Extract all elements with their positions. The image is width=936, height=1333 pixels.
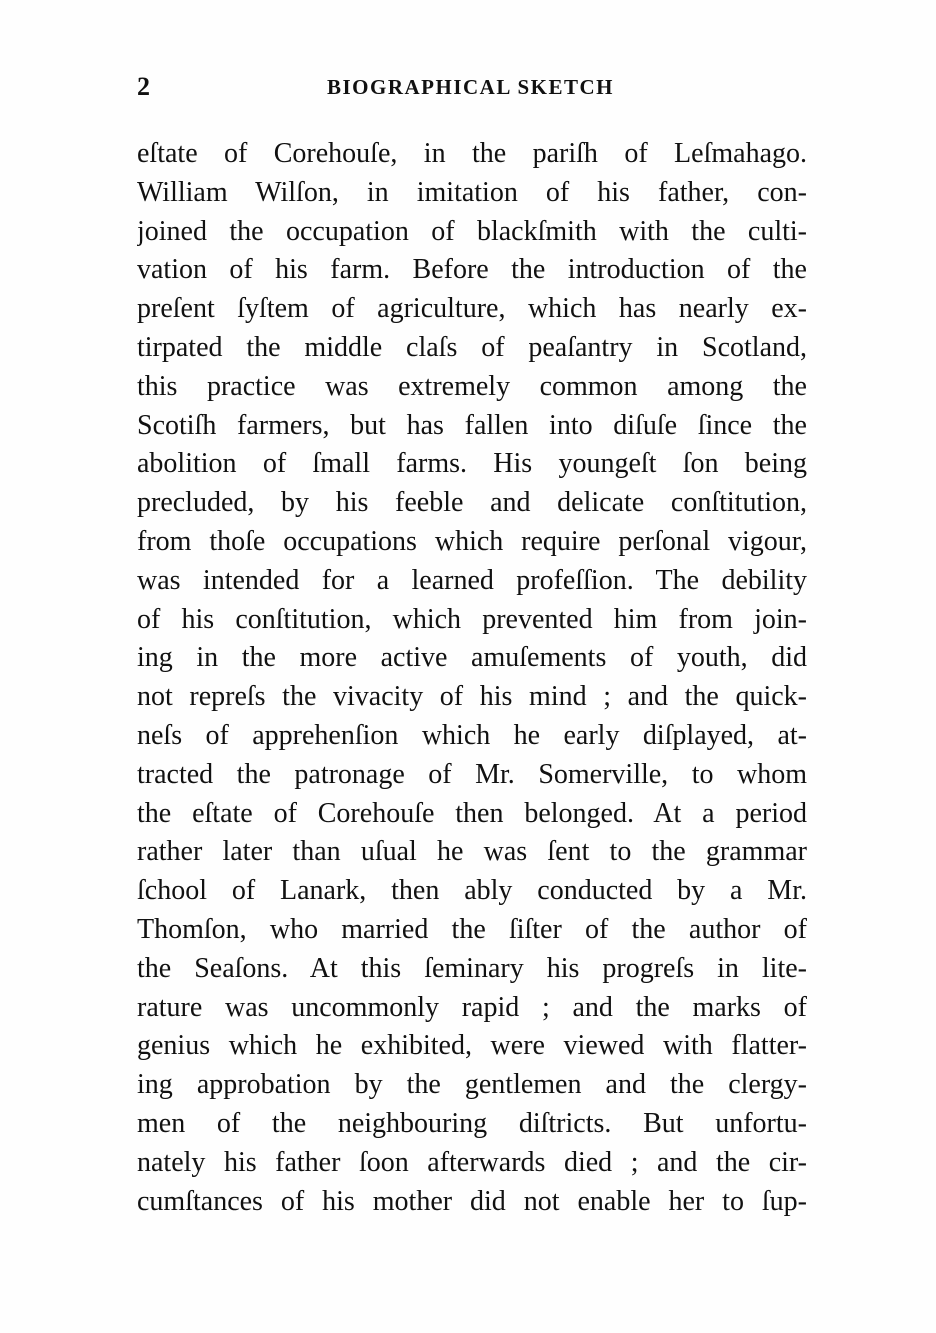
- text-line: tirpated the middle claſs of peaſantry in Scotland,: [137, 331, 807, 363]
- text-line: vation of his farm. Before the introduction of the: [137, 254, 807, 286]
- text-line: ing approbation by the gentlemen and the clergy-: [137, 1069, 807, 1101]
- body-text: [137, 135, 807, 1221]
- text-line: cumſtances of his mother did not enable her to ſup-: [137, 1185, 807, 1217]
- text-line: William Wilſon, in imitation of his father, con-: [137, 176, 807, 208]
- text-line: was intended for a learned profeſſion. The debility: [137, 564, 807, 596]
- text-line: genius which he exhibited, were viewed with flatter-: [137, 1030, 807, 1062]
- text-line: the Seaſons. At this ſeminary his progreſs in lite-: [137, 952, 807, 984]
- text-line: not repreſs the vivacity of his mind ; and the quick-: [137, 681, 807, 713]
- text-line: Scotiſh farmers, but has fallen into diſuſe ſince the: [137, 409, 807, 441]
- text-line: men of the neighbouring diſtricts. But unfortu-: [137, 1107, 807, 1139]
- text-line: preſent ſyſtem of agriculture, which has nearly ex-: [137, 293, 807, 325]
- text-line: nately his father ſoon afterwards died ; and the cir-: [137, 1146, 807, 1178]
- text-line: Thomſon, who married the ſiſter of the author of: [137, 913, 807, 945]
- running-head: [137, 72, 817, 102]
- text-line: neſs of apprehenſion which he early diſplayed, at-: [137, 719, 807, 751]
- text-line: from thoſe occupations which require perſonal vigour,: [137, 525, 807, 557]
- text-line: ing in the more active amuſements of youth, did: [137, 642, 807, 674]
- text-line: rather later than uſual he was ſent to the grammar: [137, 836, 807, 868]
- text-line: eſtate of Corehouſe, in the pariſh of Leſmahago.: [137, 138, 807, 169]
- text-line: tracted the patronage of Mr. Somerville, to whom: [137, 758, 807, 790]
- running-head-title: BIOGRAPHICAL SKETCH: [327, 75, 614, 99]
- text-line: precluded, by his feeble and delicate conſtitution,: [137, 487, 807, 519]
- page-number: 2: [137, 72, 150, 101]
- text-line: ſchool of Lanark, then ably conducted by a Mr.: [137, 875, 807, 907]
- text-line: this practice was extremely common among the: [137, 370, 807, 402]
- text-line: the eſtate of Corehouſe then belonged. At a period: [137, 797, 807, 829]
- text-line: rature was uncommonly rapid ; and the marks of: [137, 991, 807, 1023]
- text-line: joined the occupation of blackſmith with the culti-: [137, 215, 807, 247]
- text-line: of his conſtitution, which prevented him from join-: [137, 603, 807, 635]
- text-line: abolition of ſmall farms. His youngeſt ſon being: [137, 448, 807, 480]
